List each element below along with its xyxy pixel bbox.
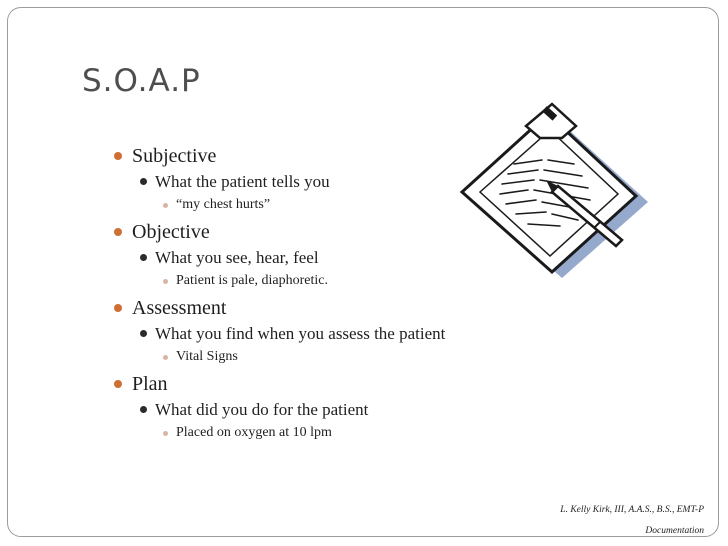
bullet-text: What the patient tells you bbox=[155, 172, 330, 191]
bullet-text: Placed on oxygen at 10 lpm bbox=[176, 425, 332, 440]
sub-bullet-assessment bbox=[155, 325, 445, 342]
sub-bullet-subjective bbox=[155, 173, 330, 190]
bullet-dot-icon bbox=[140, 330, 147, 337]
bullet-text: Subjective bbox=[132, 145, 217, 167]
bullet-subjective bbox=[132, 146, 216, 166]
bullet-text: Plan bbox=[132, 373, 168, 395]
bullet-dot-icon bbox=[114, 380, 122, 388]
bullet-dot-icon bbox=[140, 178, 147, 185]
detail-objective bbox=[176, 274, 328, 288]
sub-bullet-objective bbox=[155, 249, 319, 266]
bullet-text: “my chest hurts” bbox=[176, 197, 271, 212]
footer-author: L. Kelly Kirk, III, A.A.S., B.S., EMT-P bbox=[560, 505, 704, 515]
bullet-text: What you find when you assess the patient bbox=[155, 324, 446, 343]
footer-topic: Documentation bbox=[645, 526, 704, 536]
bullet-dot-icon bbox=[163, 279, 168, 284]
bullet-text: Patient is pale, diaphoretic. bbox=[176, 273, 329, 288]
bullet-dot-icon bbox=[140, 406, 147, 413]
bullet-dot-icon bbox=[140, 254, 147, 261]
bullet-dot-icon bbox=[163, 431, 168, 436]
bullet-text: Vital Signs bbox=[176, 349, 238, 364]
detail-plan bbox=[176, 426, 332, 440]
bullet-text: Objective bbox=[132, 221, 210, 243]
bullet-dot-icon bbox=[163, 355, 168, 360]
pen-icon bbox=[450, 100, 650, 280]
detail-subjective bbox=[176, 198, 270, 212]
slide-title: S.O.A.P bbox=[82, 63, 201, 99]
bullet-dot-icon bbox=[114, 228, 122, 236]
detail-assessment bbox=[176, 350, 238, 364]
bullet-dot-icon bbox=[163, 203, 168, 208]
bullet-text: Assessment bbox=[132, 297, 227, 319]
bullet-text: What you see, hear, feel bbox=[155, 248, 319, 267]
sub-bullet-plan bbox=[155, 401, 368, 418]
bullet-dot-icon bbox=[114, 304, 122, 312]
bullet-plan bbox=[132, 374, 168, 394]
bullet-dot-icon bbox=[114, 152, 122, 160]
bullet-objective bbox=[132, 222, 210, 242]
bullet-assessment bbox=[132, 298, 226, 318]
bullet-text: What did you do for the patient bbox=[155, 400, 369, 419]
